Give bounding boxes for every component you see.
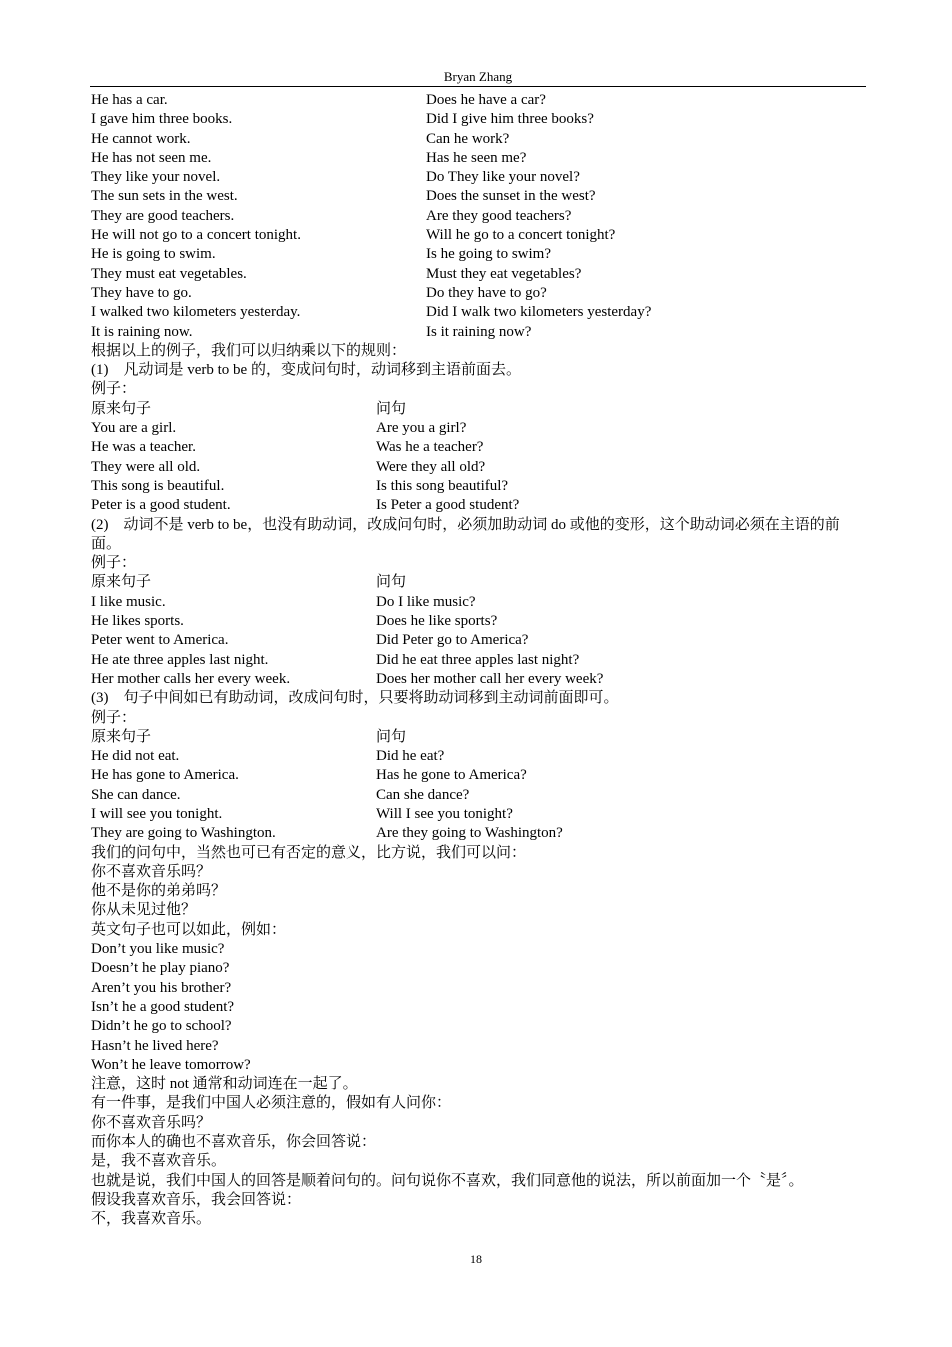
question-sentence: Is it raining now? — [426, 323, 532, 340]
sentence-pair-row — [91, 91, 867, 110]
question-sentence: Has he gone to America? — [376, 767, 527, 784]
original-sentence: You are a girl. — [91, 420, 177, 437]
sentence-pair-row — [91, 149, 867, 168]
original-sentence: He has a car. — [91, 92, 168, 108]
original-sentence: He likes sports. — [91, 613, 184, 630]
sentence-pair-row — [91, 207, 867, 226]
question-sentence: Did I walk two kilometers yesterday? — [426, 304, 652, 321]
text-line: Don’t you like music? — [91, 941, 225, 958]
sentence-pair-row — [91, 284, 867, 303]
sentence-pair-row — [91, 130, 867, 149]
example-label: 例子： — [91, 555, 137, 572]
original-sentence: Her mother calls her every week. — [91, 670, 291, 687]
question-sentence: Was he a teacher? — [376, 439, 484, 456]
sentence-pair-row — [91, 477, 867, 496]
original-sentence: He did not eat. — [91, 748, 180, 765]
tail-lines — [91, 844, 867, 1230]
question-sentence: Will I see you tonight? — [376, 805, 513, 822]
rule1-text: (1) 凡动词是 verb to be 的，变成问句时，动词移到主语前面去。 — [91, 362, 521, 379]
text-line: 他不是你的弟弟吗？ — [91, 883, 227, 900]
question-sentence: Did he eat three apples last night? — [376, 651, 580, 668]
sentence-pair-row — [91, 496, 867, 515]
original-sentence: Peter went to America. — [91, 632, 229, 649]
sentence-pair-row — [91, 110, 867, 129]
text-line: Won’t he leave tomorrow? — [91, 1056, 251, 1073]
text-line: 是，我不喜欢音乐。 — [91, 1153, 227, 1170]
question-sentence: Did he eat? — [376, 748, 445, 765]
question-sentence: Does the sunset in the west? — [426, 188, 596, 205]
original-sentence: I like music. — [91, 593, 166, 610]
original-sentence: This song is beautiful. — [91, 477, 225, 494]
sentence-pair-row — [91, 458, 867, 477]
original-sentence: He has not seen me. — [91, 149, 212, 166]
text-line: Aren’t you his brother? — [91, 979, 232, 996]
original-sentence: They have to go. — [91, 284, 192, 301]
rule2-pairs — [91, 593, 867, 689]
text-line: 你从未见过他？ — [91, 902, 197, 919]
sentence-pair-row — [91, 805, 867, 824]
text-line: 也就是说，我们中国人的回答是顺着问句的。问句说你不喜欢，我们同意他的说法，所以前面加一个〝是〞。 — [91, 1172, 804, 1189]
intro-rule-text: 根据以上的例子，我们可以归纳乘以下的规则： — [91, 342, 407, 359]
sentence-pair-row — [91, 245, 867, 264]
page-header: Bryan Zhang — [443, 69, 513, 84]
section1-pairs — [91, 91, 867, 342]
col-original-label: 原来句子 — [91, 400, 152, 417]
sentence-pair-row — [91, 824, 867, 843]
column-header-row — [91, 400, 867, 419]
col-original-label: 原来句子 — [91, 574, 152, 591]
rule1-pairs — [91, 419, 867, 515]
sentence-pair-row — [91, 747, 867, 766]
text-line: 你不喜欢音乐吗？ — [91, 863, 212, 880]
text-line: 假设我喜欢音乐，我会回答说： — [91, 1191, 302, 1208]
text-line: 你不喜欢音乐吗？ — [91, 1114, 212, 1131]
text-line: Doesn’t he play piano? — [91, 960, 230, 977]
original-sentence: They are good teachers. — [91, 207, 235, 224]
original-sentence: He was a teacher. — [91, 439, 196, 456]
sentence-pair-row — [91, 323, 867, 342]
page-number: 18 — [470, 1252, 482, 1266]
rule2-text: (2) 动词不是 verb to be，也没有助动词，改成问句时，必须加助动词 do 或他的变形，这个助动词必须在主语的前面。 — [91, 516, 840, 552]
sentence-pair-row — [91, 226, 867, 245]
rule3-pairs — [91, 747, 867, 843]
original-sentence: They are going to Washington. — [91, 825, 276, 842]
question-sentence: Do they have to go? — [426, 284, 547, 301]
sentence-pair-row — [91, 593, 867, 612]
text-line: 我们的问句中，当然也可已有否定的意义，比方说，我们可以问： — [91, 844, 527, 861]
original-sentence: I gave him three books. — [91, 111, 233, 128]
original-sentence: The sun sets in the west. — [91, 188, 238, 205]
sentence-pair-row — [91, 612, 867, 631]
question-sentence: Is Peter a good student? — [376, 497, 520, 514]
header-rule — [90, 86, 866, 87]
sentence-pair-row — [91, 670, 867, 689]
sentence-pair-row — [91, 187, 867, 206]
text-line: 有一件事，是我们中国人必须注意的，假如有人问你： — [91, 1095, 452, 1112]
original-sentence: I will see you tonight. — [91, 805, 223, 822]
original-sentence: Peter is a good student. — [91, 497, 231, 514]
text-line: 不，我喜欢音乐。 — [91, 1211, 212, 1228]
original-sentence: She can dance. — [91, 786, 181, 803]
sentence-pair-row — [91, 786, 867, 805]
question-sentence: Are you a girl? — [376, 420, 467, 437]
col-question-label: 问句 — [376, 728, 407, 745]
question-sentence: Do I like music? — [376, 593, 476, 610]
question-sentence: Were they all old? — [376, 458, 486, 475]
question-sentence: Does he like sports? — [376, 613, 498, 630]
question-sentence: Will he go to a concert tonight? — [426, 227, 616, 244]
original-sentence: He will not go to a concert tonight. — [91, 227, 301, 244]
col-original-label: 原来句子 — [91, 728, 152, 745]
document-body — [91, 91, 867, 1230]
column-header-row — [91, 573, 867, 592]
question-sentence: Do They like your novel? — [426, 169, 580, 186]
example-label: 例子： — [91, 381, 137, 398]
original-sentence: He ate three apples last night. — [91, 651, 269, 668]
question-sentence: Can she dance? — [376, 786, 470, 803]
example-label: 例子： — [91, 709, 137, 726]
original-sentence: It is raining now. — [91, 323, 193, 340]
question-sentence: Did Peter go to America? — [376, 632, 529, 649]
original-sentence: He is going to swim. — [91, 246, 216, 263]
sentence-pair-row — [91, 168, 867, 187]
sentence-pair-row — [91, 651, 867, 670]
question-sentence: Can he work? — [426, 130, 510, 147]
original-sentence: He has gone to America. — [91, 767, 239, 784]
question-sentence: Is he going to swim? — [426, 246, 551, 263]
original-sentence: They must eat vegetables. — [91, 265, 247, 282]
rule3-text: (3) 句子中间如已有助动词，改成问句时，只要将助动词移到主动词前面即可。 — [91, 690, 619, 707]
sentence-pair-row — [91, 303, 867, 322]
question-sentence: Does he have a car? — [426, 92, 546, 108]
text-line: 注意，这时 not 通常和动词连在一起了。 — [91, 1076, 358, 1093]
col-question-label: 问句 — [376, 400, 407, 417]
col-question-label: 问句 — [376, 574, 407, 591]
question-sentence: Is this song beautiful? — [376, 477, 509, 494]
question-sentence: Must they eat vegetables? — [426, 265, 582, 282]
original-sentence: They like your novel. — [91, 169, 221, 186]
sentence-pair-row — [91, 766, 867, 785]
question-sentence: Did I give him three books? — [426, 111, 594, 128]
original-sentence: I walked two kilometers yesterday. — [91, 304, 301, 321]
question-sentence: Are they going to Washington? — [376, 825, 563, 842]
text-line: Hasn’t he lived here? — [91, 1037, 219, 1054]
sentence-pair-row — [91, 438, 867, 457]
sentence-pair-row — [91, 419, 867, 438]
original-sentence: He cannot work. — [91, 130, 191, 147]
text-line: 而你本人的确也不喜欢音乐，你会回答说： — [91, 1134, 377, 1151]
text-line: Isn’t he a good student? — [91, 998, 235, 1015]
question-sentence: Are they good teachers? — [426, 207, 572, 224]
sentence-pair-row — [91, 265, 867, 284]
question-sentence: Does her mother call her every week? — [376, 670, 604, 687]
question-sentence: Has he seen me? — [426, 149, 527, 166]
sentence-pair-row — [91, 631, 867, 650]
column-header-row — [91, 728, 867, 747]
text-line: 英文句子也可以如此，例如： — [91, 921, 287, 938]
original-sentence: They were all old. — [91, 458, 201, 475]
text-line: Didn’t he go to school? — [91, 1018, 232, 1035]
